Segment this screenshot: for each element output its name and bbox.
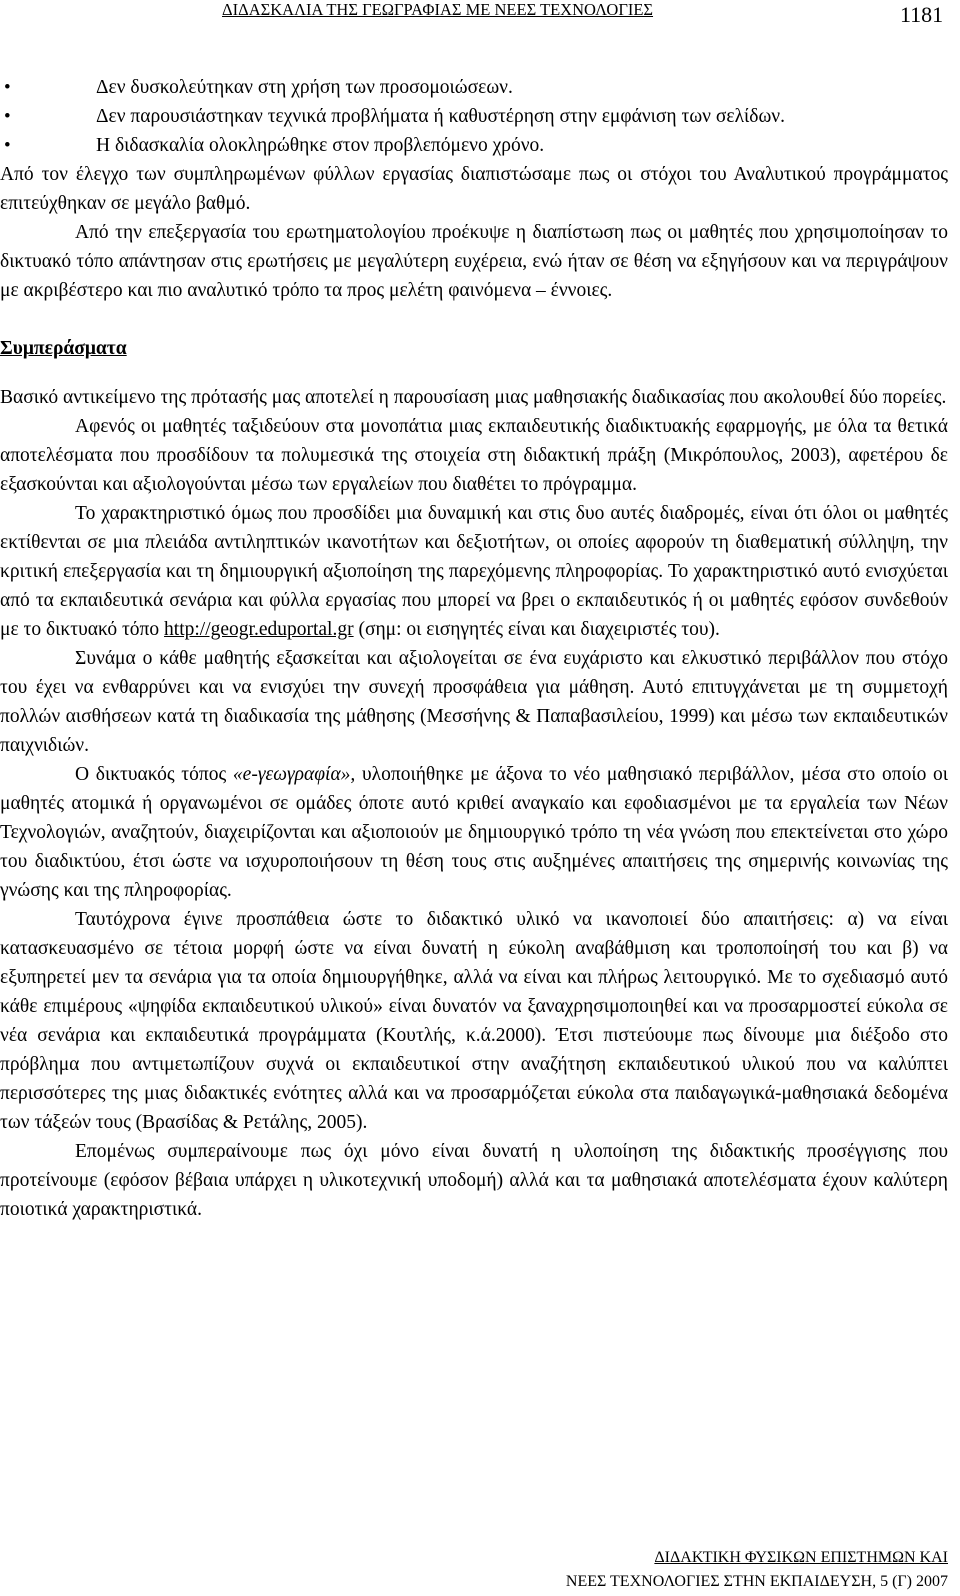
bullet-item: • Η διδασκαλία ολοκληρώθηκε στον προβλεπόμενο χρόνο. <box>0 131 948 160</box>
paragraph: Από τον έλεγχο των συμπληρωμένων φύλλων εργασίας διαπιστώσαμε πως οι στόχοι του Αναλυτικού προγράμματος επιτεύχθηκαν σε μεγάλο βαθμό. <box>0 164 948 214</box>
paragraph: Συνάμα ο κάθε μαθητής εξασκείται και αξιολογείται σε ένα ευχάριστο και ελκυστικό περιβάλλον που στόχο του έχει να ενθαρρύνει και να ενισχύει την συνεχή προσφάθεια για μάθηση. Αυτό επιτυγχάνεται με τη συμμετοχή πολλών αισθήσεων κατά τη διαδικασία της μάθησης (Μεσσήνης & Παπαβασιλείου, 1999) και μέσω των εκπαιδευτικών παιχνιδιών. <box>0 648 948 756</box>
paragraph: Επομένως συμπεραίνουμε πως όχι μόνο είναι δυνατή η υλοποίηση της διδακτικής προσέγγισης που προτείνουμε (εφόσον βέβαια υπάρχει η υλικοτεχνική υποδομή) αλλά και τα μαθησιακά αποτελέσματα έχουν καλύτερη ποιοτικά χαρακτηριστικά. <box>0 1141 948 1220</box>
paragraph: Ταυτόχρονα έγινε προσπάθεια ώστε το διδακτικό υλικό να ικανοποιεί δύο απαιτήσεις: α) να είναι κατασκευασμένο σε τέτοια μορφή ώστε να είναι δυνατή η εύκολη αναβάθμιση και τροποποίησή του και β) να εξυπηρετεί μεν τα σενάρια για τα οποία δημιουργήθηκε, αλλά να είναι και πλήρως λειτουργικό. Με το σχεδιασμό αυτό κάθε επιμέρους «ψηφίδα εκπαιδευτικού υλικού» είναι δυνατόν να ξαναχρησιμοποιηθεί και να προσαρμοστεί εύκολα σε νέα σενάρια και εκπαιδευτικά προγράμματα (Κουτλής, κ.ά.2000). Έτσι πιστεύουμε πως δίνουμε μια διέξοδο στο πρόβλημα που αντιμετωπίζουν συχνά οι εκπαιδευτικοί στην αναζήτηση εκπαιδευτικού υλικού που να καλύπτει περισσότερες της μιας διδακτικές ενότητες αλλά και να προσαρμόζεται εύκολα στα παιδαγωγικά-μαθησιακά δεδομένα των τάξεών τους (Βρασίδας & Ρετάλης, 2005). <box>0 909 948 1133</box>
page-footer <box>566 1546 948 1594</box>
paragraph: Βασικό αντικείμενο της πρότασής μας αποτελεί η παρουσίαση μιας μαθησιακής διαδικασίας που ακολουθεί δύο πορείες. <box>0 387 947 408</box>
paragraph-text: (σημ: οι εισηγητές είναι και διαχειριστές του). <box>353 619 720 640</box>
section-heading: Συμπεράσματα <box>0 338 127 359</box>
page-body <box>0 73 948 1224</box>
paragraph <box>0 760 948 905</box>
paragraph-text: Ο δικτυακός τόπος <box>75 764 233 785</box>
page-number: 1181 <box>900 2 944 27</box>
bullet-item: • Δεν δυσκολεύτηκαν στη χρήση των προσομοιώσεων. <box>0 73 948 102</box>
paragraph: Από την επεξεργασία του ερωτηματολογίου προέκυψε η διαπίστωση πως οι μαθητές που χρησιμοποίησαν το δικτυακό τόπο απάντησαν στις ερωτήσεις με μεγαλύτερη ευχέρεια, ενώ ήταν σε θέση να εξηγήσουν και να περιγράψουν με ακριβέστερο και πιο αναλυτικό τρόπο τα προς μελέτη φαινόμενα – έννοιες. <box>0 222 948 301</box>
paragraph: Αφενός οι μαθητές ταξιδεύουν στα μονοπάτια μιας εκπαιδευτικής διαδικτυακής εφαρμογής, με όλα τα θετικά αποτελέσματα που προσδίδουν τα πολυμεσικά της στοιχεία στη διδακτική πράξη (Μικρόπουλος, 2003), αφετέρου δε εξασκούνται και αξιολογούνται μέσω των εργαλείων που διαθέτει το πρόγραμμα. <box>0 416 948 495</box>
running-title: ΔΙΔΑΣΚΑΛΙΑ ΤΗΣ ΓΕΩΓΡΑΦΙΑΣ ΜΕ ΝΕΕΣ ΤΕΧΝΟΛΟΓΙΕΣ <box>222 0 654 19</box>
footer-journal-line-2: ΝΕΕΣ ΤΕΧΝΟΛΟΓΙΕΣ ΣΤΗΝ ΕΚΠΑΙΔΕΥΣΗ, 5 (Γ) 2007 <box>565 1573 948 1590</box>
footer-journal-line-1: ΔΙΔΑΚΤΙΚΗ ΦΥΣΙΚΩΝ ΕΠΙΣΤΗΜΩΝ ΚΑΙ <box>654 1549 948 1566</box>
site-name: «e-γεωγραφία», <box>232 764 356 785</box>
bullet-item: • Δεν παρουσιάστηκαν τεχνικά προβλήματα ή καθυστέρηση στην εμφάνιση των σελίδων. <box>0 102 948 131</box>
eduportal-link[interactable]: http://geogr.eduportal.gr <box>164 619 354 640</box>
paragraph <box>0 499 948 644</box>
paragraph-text: Το χαρακτηριστικό όμως που προσδίδει μια δυναμική και στις δυο αυτές διαδρομές, είναι ότι όλοι οι μαθητές εκτίθενται σε μια πλειάδα αντιληπτικών ικανοτήτων και δεξιοτήτων, οι οποίες αφορούν τη διαθεματική σύλληψη, την κριτική επεξεργασία και τη δημιουργική αξιοποίηση της παρεχόμενης πληροφορίας. Το χαρακτηριστικό αυτό ενισχύεται από τα εκπαιδευτικά σενάρια και φύλλα εργασίας που μπορεί να βρει ο εκπαιδευτικός ή οι μαθητές εφόσον συνδεθούν με το δικτυακό τόπο <box>0 503 948 640</box>
paragraph-text: υλοποιήθηκε με άξονα το νέο μαθησιακό περιβάλλον, μέσα στο οποίο οι μαθητές ατομικά ή οργανωμένοι σε ομάδες όποτε αυτό κριθεί αναγκαίο και εφοδιασμένοι με τα εργαλεία των Νέων Τεχνολογιών, αναζητούν, διαχειρίζονται και αξιοποιούν με δημιουργικό τρόπο τη νέα γνώση που επεκτείνεται στο χώρο του διαδικτύου, έτσι ώστε να ισχυροποιήσουν τη θέση τους στις αυξημένες απαιτήσεις της σημερινής κοινωνίας της γνώσης και της πληροφορίας. <box>0 764 949 901</box>
